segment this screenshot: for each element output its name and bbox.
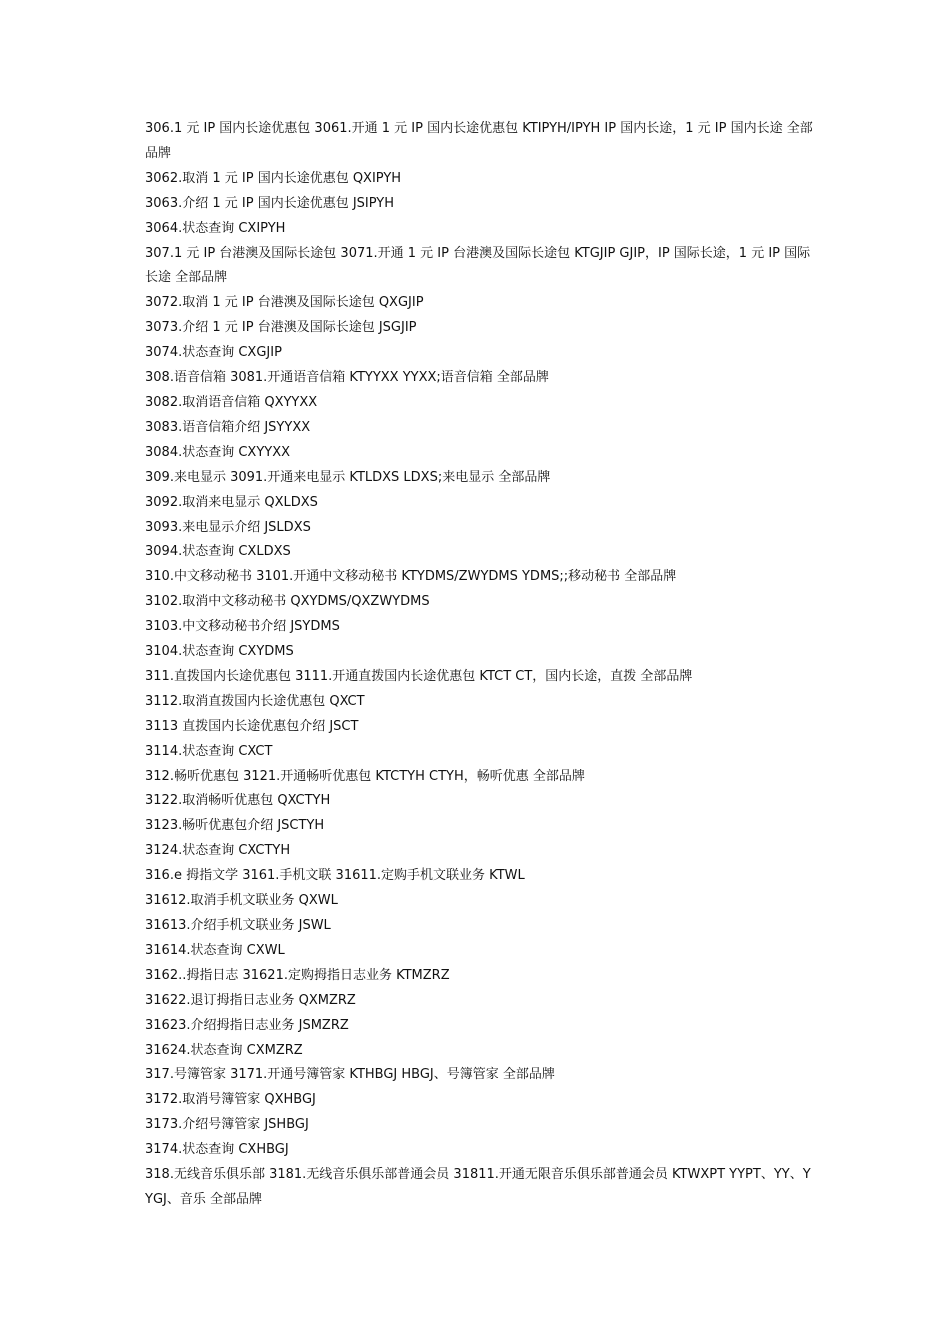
text-line: 3083.语音信箱介绍 JSYYXX [145,419,311,435]
text-line: 318.无线音乐俱乐部 3181.无线音乐俱乐部普通会员 31811.开通无限音乐俱乐部普通会员 KTWXPT YYPT、YY、YYGJ、音乐 全部品牌 [145,1167,811,1207]
text-line: 311.直拨国内长途优惠包 3111.开通直拨国内长途优惠包 KTCT CT，国内长途，直拨 全部品牌 [145,668,693,684]
text-line: 3092.取消来电显示 QXLDXS [145,494,318,510]
text-line: 3104.状态查询 CXYDMS [145,644,294,660]
text-line: 3124.状态查询 CXCTYH [145,843,291,859]
text-line: 3113 直拨国内长途优惠包介绍 JSCT [145,718,359,734]
text-line: 31612.取消手机文联业务 QXWL [145,893,338,909]
text-line: 3094.状态查询 CXLDXS [145,544,291,560]
document-body [145,117,815,1213]
text-line: 3063.介绍 1 元 IP 国内长途优惠包 JSIPYH [145,195,395,211]
text-line: 317.号簿管家 3171.开通号簿管家 KTHBGJ HBGJ、号簿管家 全部品牌 [145,1067,555,1083]
text-line: 307.1 元 IP 台港澳及国际长途包 3071.开通 1 元 IP 台港澳及国际长途包 KTGJIP GJIP，IP 国际长途，1 元 IP 国际长途 全部品牌 [145,245,811,286]
text-line: 3093.来电显示介绍 JSLDXS [145,519,311,535]
text-line: 3103.中文移动秘书介绍 JSYDMS [145,619,340,635]
text-line: 31624.状态查询 CXMZRZ [145,1042,303,1058]
text-line: 3123.畅听优惠包介绍 JSCTYH [145,818,325,834]
text-line: 3122.取消畅听优惠包 QXCTYH [145,793,331,809]
text-line: 3084.状态查询 CXYYXX [145,444,291,460]
text-line: 3172.取消号簿管家 QXHBGJ [145,1092,316,1108]
text-line: 3174.状态查询 CXHBGJ [145,1142,289,1158]
text-line: 308.语音信箱 3081.开通语音信箱 KTYYXX YYXX;语音信箱 全部品牌 [145,370,549,386]
text-line: 31613.介绍手机文联业务 JSWL [145,918,331,933]
text-line: 31614.状态查询 CXWL [145,942,285,958]
text-line: 306.1 元 IP 国内长途优惠包 3061.开通 1 元 IP 国内长途优惠包 KTIPYH/IPYH IP 国内长途，1 元 IP 国内长途 全部品牌 [145,121,813,161]
text-line: 3112.取消直拨国内长途优惠包 QXCT [145,693,365,709]
text-line: 3072.取消 1 元 IP 台港澳及国际长途包 QXGJIP [145,295,424,311]
text-line: 3162..拇指日志 31621.定购拇指日志业务 KTMZRZ [145,967,450,983]
text-line: 3074.状态查询 CXGJIP [145,345,282,361]
text-line: 31623.介绍拇指日志业务 JSMZRZ [145,1017,349,1033]
text-line: 3102.取消中文移动秘书 QXYDMS/QXZWYDMS [145,594,430,610]
text-line: 309.来电显示 3091.开通来电显示 KTLDXS LDXS;来电显示 全部品牌 [145,469,551,485]
text-line: 3082.取消语音信箱 QXYYXX [145,394,318,410]
text-line: 3073.介绍 1 元 IP 台港澳及国际长途包 JSGJIP [145,320,417,336]
text-line: 3062.取消 1 元 IP 国内长途优惠包 QXIPYH [145,170,402,186]
text-line: 3064.状态查询 CXIPYH [145,220,286,236]
text-line: 316.e 拇指文学 3161.手机文联 31611.定购手机文联业务 KTWL [145,868,525,884]
text-line: 3173.介绍号簿管家 JSHBGJ [145,1117,309,1133]
text-line: 31622.退订拇指日志业务 QXMZRZ [145,992,356,1008]
text-line: 310.中文移动秘书 3101.开通中文移动秘书 KTYDMS/ZWYDMS YDMS;;移动秘书 全部品牌 [145,569,677,585]
text-line: 312.畅听优惠包 3121.开通畅听优惠包 KTCTYH CTYH，畅听优惠 全部品牌 [145,768,585,784]
text-line: 3114.状态查询 CXCT [145,743,273,759]
